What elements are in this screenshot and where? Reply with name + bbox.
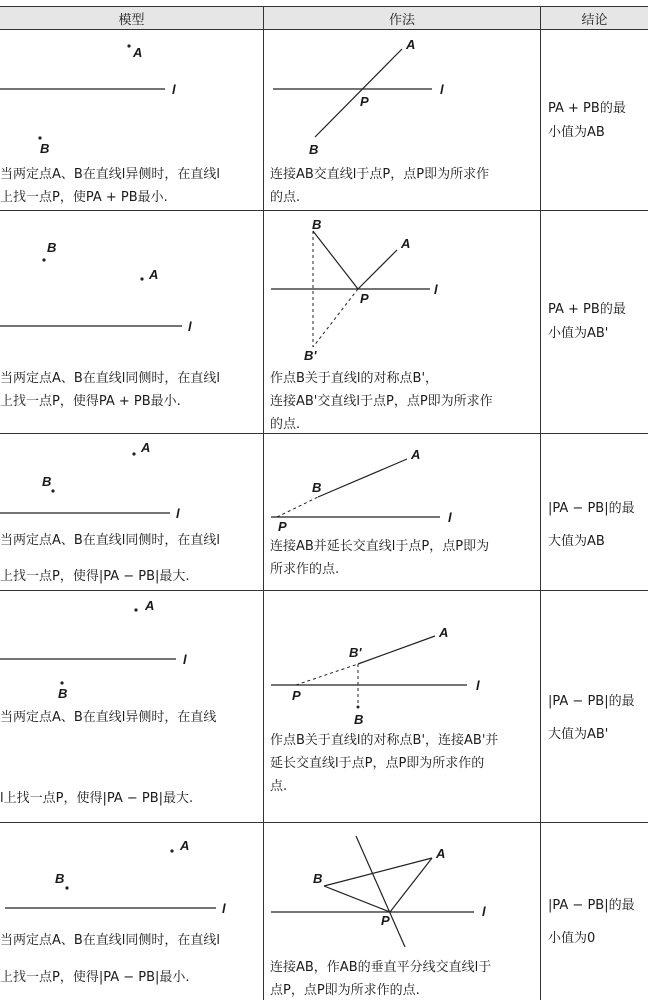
label-B: B (313, 871, 323, 886)
row4-method-text: 作点B关于直线l的对称点B'，连接AB'并 延长交直线l于点P，点P即为所求作的 点. (270, 733, 499, 794)
label-A: A (436, 846, 446, 861)
segment-BA (324, 858, 432, 886)
row3-model-text: 当两定点A、B在直线l同侧时，在直线l 上找一点P，使得|PA − PB|最大. (0, 533, 221, 584)
label-A: A (401, 236, 411, 251)
label-l: l (183, 652, 187, 667)
label-l: l (188, 319, 192, 334)
label-B: B (47, 240, 57, 255)
row1-method-text: 连接AB交直线l于点P，点P即为所求作 的点. (270, 167, 490, 205)
header-method: 作法 (388, 13, 415, 28)
label-B: B (312, 480, 322, 495)
row2-method-text: 作点B关于直线l的对称点B'， 连接AB'交直线l于点P，点P即为所求作 的点. (270, 371, 493, 432)
label-B: B (42, 474, 52, 489)
label-B: B (40, 141, 50, 156)
label-l: l (434, 282, 438, 297)
segment-AP (390, 858, 432, 912)
point-A (170, 849, 173, 852)
row3-method-text: 连接AB并延长交直线l于点P，点P即为 所求作的点. (270, 539, 490, 577)
row3-conclusion: |PA − PB|的最 大值为AB (548, 501, 635, 549)
label-B: B (55, 871, 65, 886)
label-Bp: B' (349, 645, 362, 660)
label-A: A (406, 37, 416, 52)
label-B: B (354, 712, 364, 727)
label-P: P (292, 688, 301, 703)
row2-model-text: 当两定点A、B在直线l同侧时，在直线l 上找一点P，使得PA + PB最小. (0, 371, 221, 409)
label-A: A (411, 447, 421, 462)
header-conclusion: 结论 (581, 13, 608, 28)
label-P: P (381, 913, 390, 928)
label-l: l (172, 82, 176, 97)
label-P: P (278, 519, 287, 534)
row4-model-line2: l上找一点P，使得|PA − PB|最大. (0, 791, 194, 806)
label-P: P (360, 291, 369, 306)
label-l: l (476, 678, 480, 693)
label-Bp: B' (304, 348, 317, 363)
row4-conclusion: |PA − PB|的最 大值为AB' (548, 694, 635, 742)
label-B: B (58, 686, 68, 701)
row1-conclusion: PA + PB的最 小值为AB (548, 101, 626, 140)
label-A: A (180, 838, 190, 853)
header-model: 模型 (118, 13, 145, 28)
row5-method-text: 连接AB，作AB的垂直平分线交直线l于 点P，点P即为所求作的点. (270, 960, 492, 998)
row5-model-text: 当两定点A、B在直线l同侧时，在直线l 上找一点P，使得|PA − PB|最小. (0, 933, 221, 985)
label-l: l (448, 510, 452, 525)
label-A: A (149, 267, 159, 282)
row4-model-line1: 当两定点A、B在直线l异侧时，在直线 (0, 710, 217, 725)
perpendicular-bisector (356, 836, 405, 947)
row2-conclusion: PA + PB的最 小值为AB' (548, 302, 626, 341)
label-l: l (222, 901, 226, 916)
label-P: P (360, 94, 369, 109)
label-A: A (141, 440, 151, 455)
point-B (65, 886, 68, 889)
label-B: B (309, 142, 319, 157)
row1-model-text: 当两定点A、B在直线l异侧时，在直线l 上找一点P，使PA + PB最小. (0, 167, 221, 205)
label-A: A (133, 45, 143, 60)
label-A: A (439, 625, 449, 640)
label-l: l (482, 904, 486, 919)
label-l: l (176, 506, 180, 521)
label-B: B (312, 217, 322, 232)
label-A: A (145, 598, 155, 613)
row5-conclusion: |PA − PB|的最 小值为0 (548, 898, 635, 946)
label-l: l (440, 82, 444, 97)
